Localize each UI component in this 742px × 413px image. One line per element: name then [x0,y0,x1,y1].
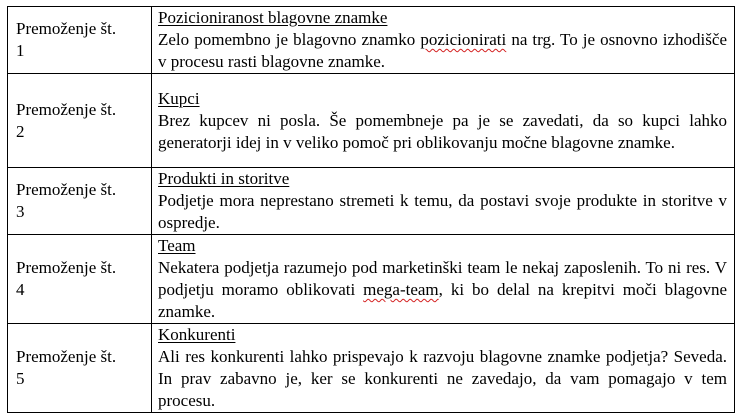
table-row [8,168,735,235]
asset-content-cell [152,7,735,74]
table-row [8,74,735,168]
asset-label-cell [8,74,152,168]
spellcheck-flagged-word: pozicionirati [420,30,507,49]
asset-number: 2 [16,121,25,141]
asset-number: 3 [16,202,25,221]
asset-label: Premoženje št. [16,180,117,199]
asset-label: Premoženje št. [16,19,117,38]
asset-description: Zelo pomembno je blagovno znamko pozicionirati na trg. To je osnovno izhodišče v procesu rasti blagovne znamke. [158,30,727,71]
asset-description: Brez kupcev ni posla. Še pomembneje pa je se zavedati, da so kupci lahko generatorji idej in v veliko pomoč pri oblikovanju močne blagovne znamke. [158,110,727,152]
asset-heading: Pozicioniranost blagovne znamke [158,8,388,27]
asset-description: Ali res konkurenti lahko prispevajo k razvoju blagovne znamke podjetja? Seveda. In prav zabavno je, ker se konkurenti ne zavedajo, da vam pomagajo v tem procesu. [158,347,727,410]
asset-content-cell [152,168,735,235]
asset-label-cell [8,324,152,413]
asset-label-cell [8,168,152,235]
spellcheck-flagged-word: mega-team [363,280,439,299]
asset-heading: Produkti in storitve [158,169,290,188]
asset-number: 5 [16,369,25,388]
asset-label-cell [8,235,152,324]
asset-label-cell [8,7,152,74]
table-row [8,235,735,324]
assets-table [7,6,735,413]
asset-label: Premoženje št. [16,99,117,119]
asset-heading: Konkurenti [158,325,236,344]
asset-label: Premoženje št. [16,347,117,366]
asset-number: 4 [16,280,25,299]
asset-description: Nekatera podjetja razumejo pod marketinški team le nekaj zaposlenih. To ni res. V podjetju moramo oblikovati mega-team, ki bo delal na krepitvi moči blagovne znamke. [158,258,727,321]
table-row [8,7,735,74]
asset-content-cell [152,324,735,413]
asset-number: 1 [16,41,25,60]
asset-content-cell [152,74,735,168]
asset-heading: Team [158,236,196,255]
asset-heading: Kupci [158,88,200,108]
asset-content-cell [152,235,735,324]
table-row [8,324,735,413]
asset-description: Podjetje mora neprestano stremeti k temu, da postavi svoje produkte in storitve v ospredje. [158,191,727,232]
asset-label: Premoženje št. [16,258,117,277]
